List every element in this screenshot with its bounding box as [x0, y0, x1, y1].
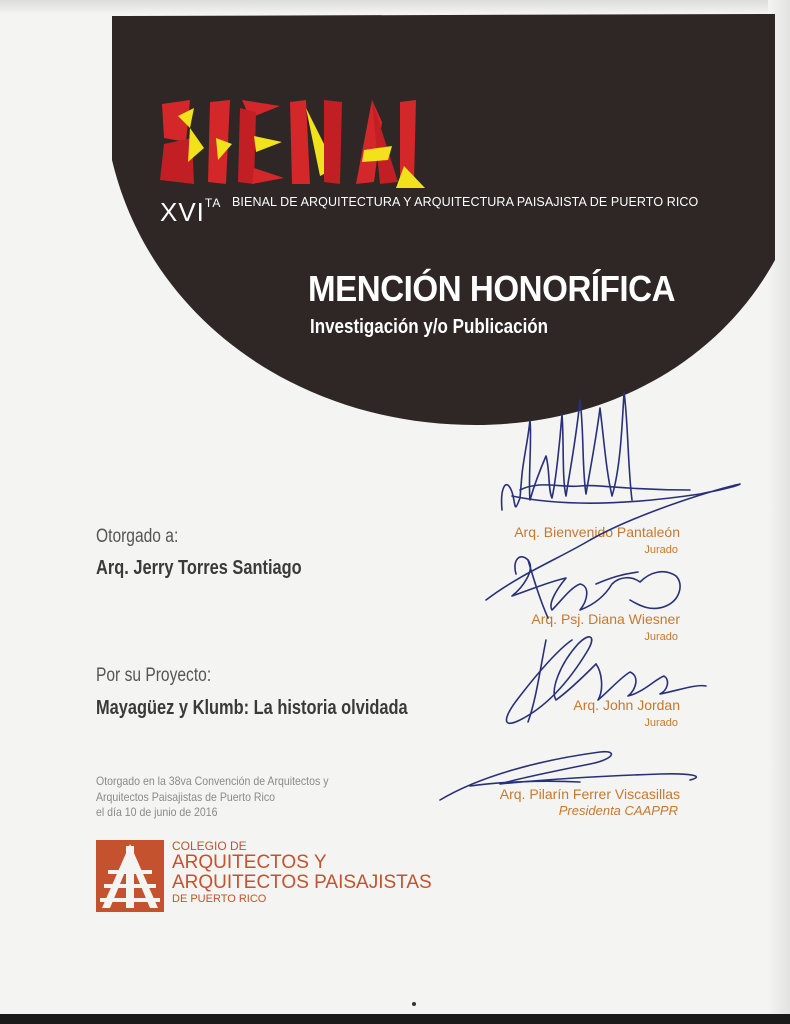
edition-roman: XVI: [160, 197, 205, 227]
signatory-1-name: Arq. Bienvenido Pantaleón: [514, 524, 680, 540]
edition-number: [160, 196, 221, 228]
project-name: Mayagüez y Klumb: La historia olvidada: [96, 697, 408, 719]
award-category: Investigación y/o Publicación: [310, 316, 549, 338]
edition-suffix: TA: [204, 196, 222, 210]
scan-speck: [412, 1002, 416, 1006]
signatory-4-name: Arq. Pilarín Ferrer Viscasillas: [499, 786, 680, 802]
header-dark-panel: [0, 0, 790, 440]
award-title: MENCIÓN HONORÍFICA: [308, 268, 676, 309]
college-line-3: ARQUITECTOS PAISAJISTAS: [172, 872, 432, 893]
award-footnote: [96, 774, 328, 821]
college-line-1: COLEGIO DE: [172, 839, 247, 853]
signatory-1-role: Jurado: [644, 544, 678, 556]
footnote-line-2: Arquitectos Paisajistas de Puerto Rico: [96, 789, 276, 804]
footnote-line-3: el día 10 de junio de 2016: [96, 805, 218, 819]
recipient-label: Otorgado a:: [96, 526, 179, 547]
footnote-line-1: Otorgado en la 38va Convención de Arquitectos y: [96, 774, 329, 788]
signatory-4-role: Presidenta CAAPPR: [558, 803, 678, 818]
signatory-3-name: Arq. John Jordan: [573, 697, 680, 713]
signatory-2-role: Jurado: [644, 631, 678, 643]
event-name: BIENAL DE ARQUITECTURA Y ARQUITECTURA PAISAJISTA DE PUERTO RICO: [232, 195, 699, 209]
recipient-name: Arq. Jerry Torres Santiago: [96, 557, 302, 579]
scan-edge-bottom: [0, 1014, 790, 1024]
signatory-2-name: Arq. Psj. Diana Wiesner: [531, 611, 680, 627]
project-label: Por su Proyecto:: [96, 665, 212, 686]
bienal-logo: [160, 98, 425, 190]
college-name: [172, 840, 432, 906]
signatory-3-role: Jurado: [644, 717, 678, 729]
college-logo: [96, 840, 164, 912]
college-line-2: ARQUITECTOS Y: [172, 852, 327, 873]
college-line-4: DE PUERTO RICO: [172, 893, 267, 905]
